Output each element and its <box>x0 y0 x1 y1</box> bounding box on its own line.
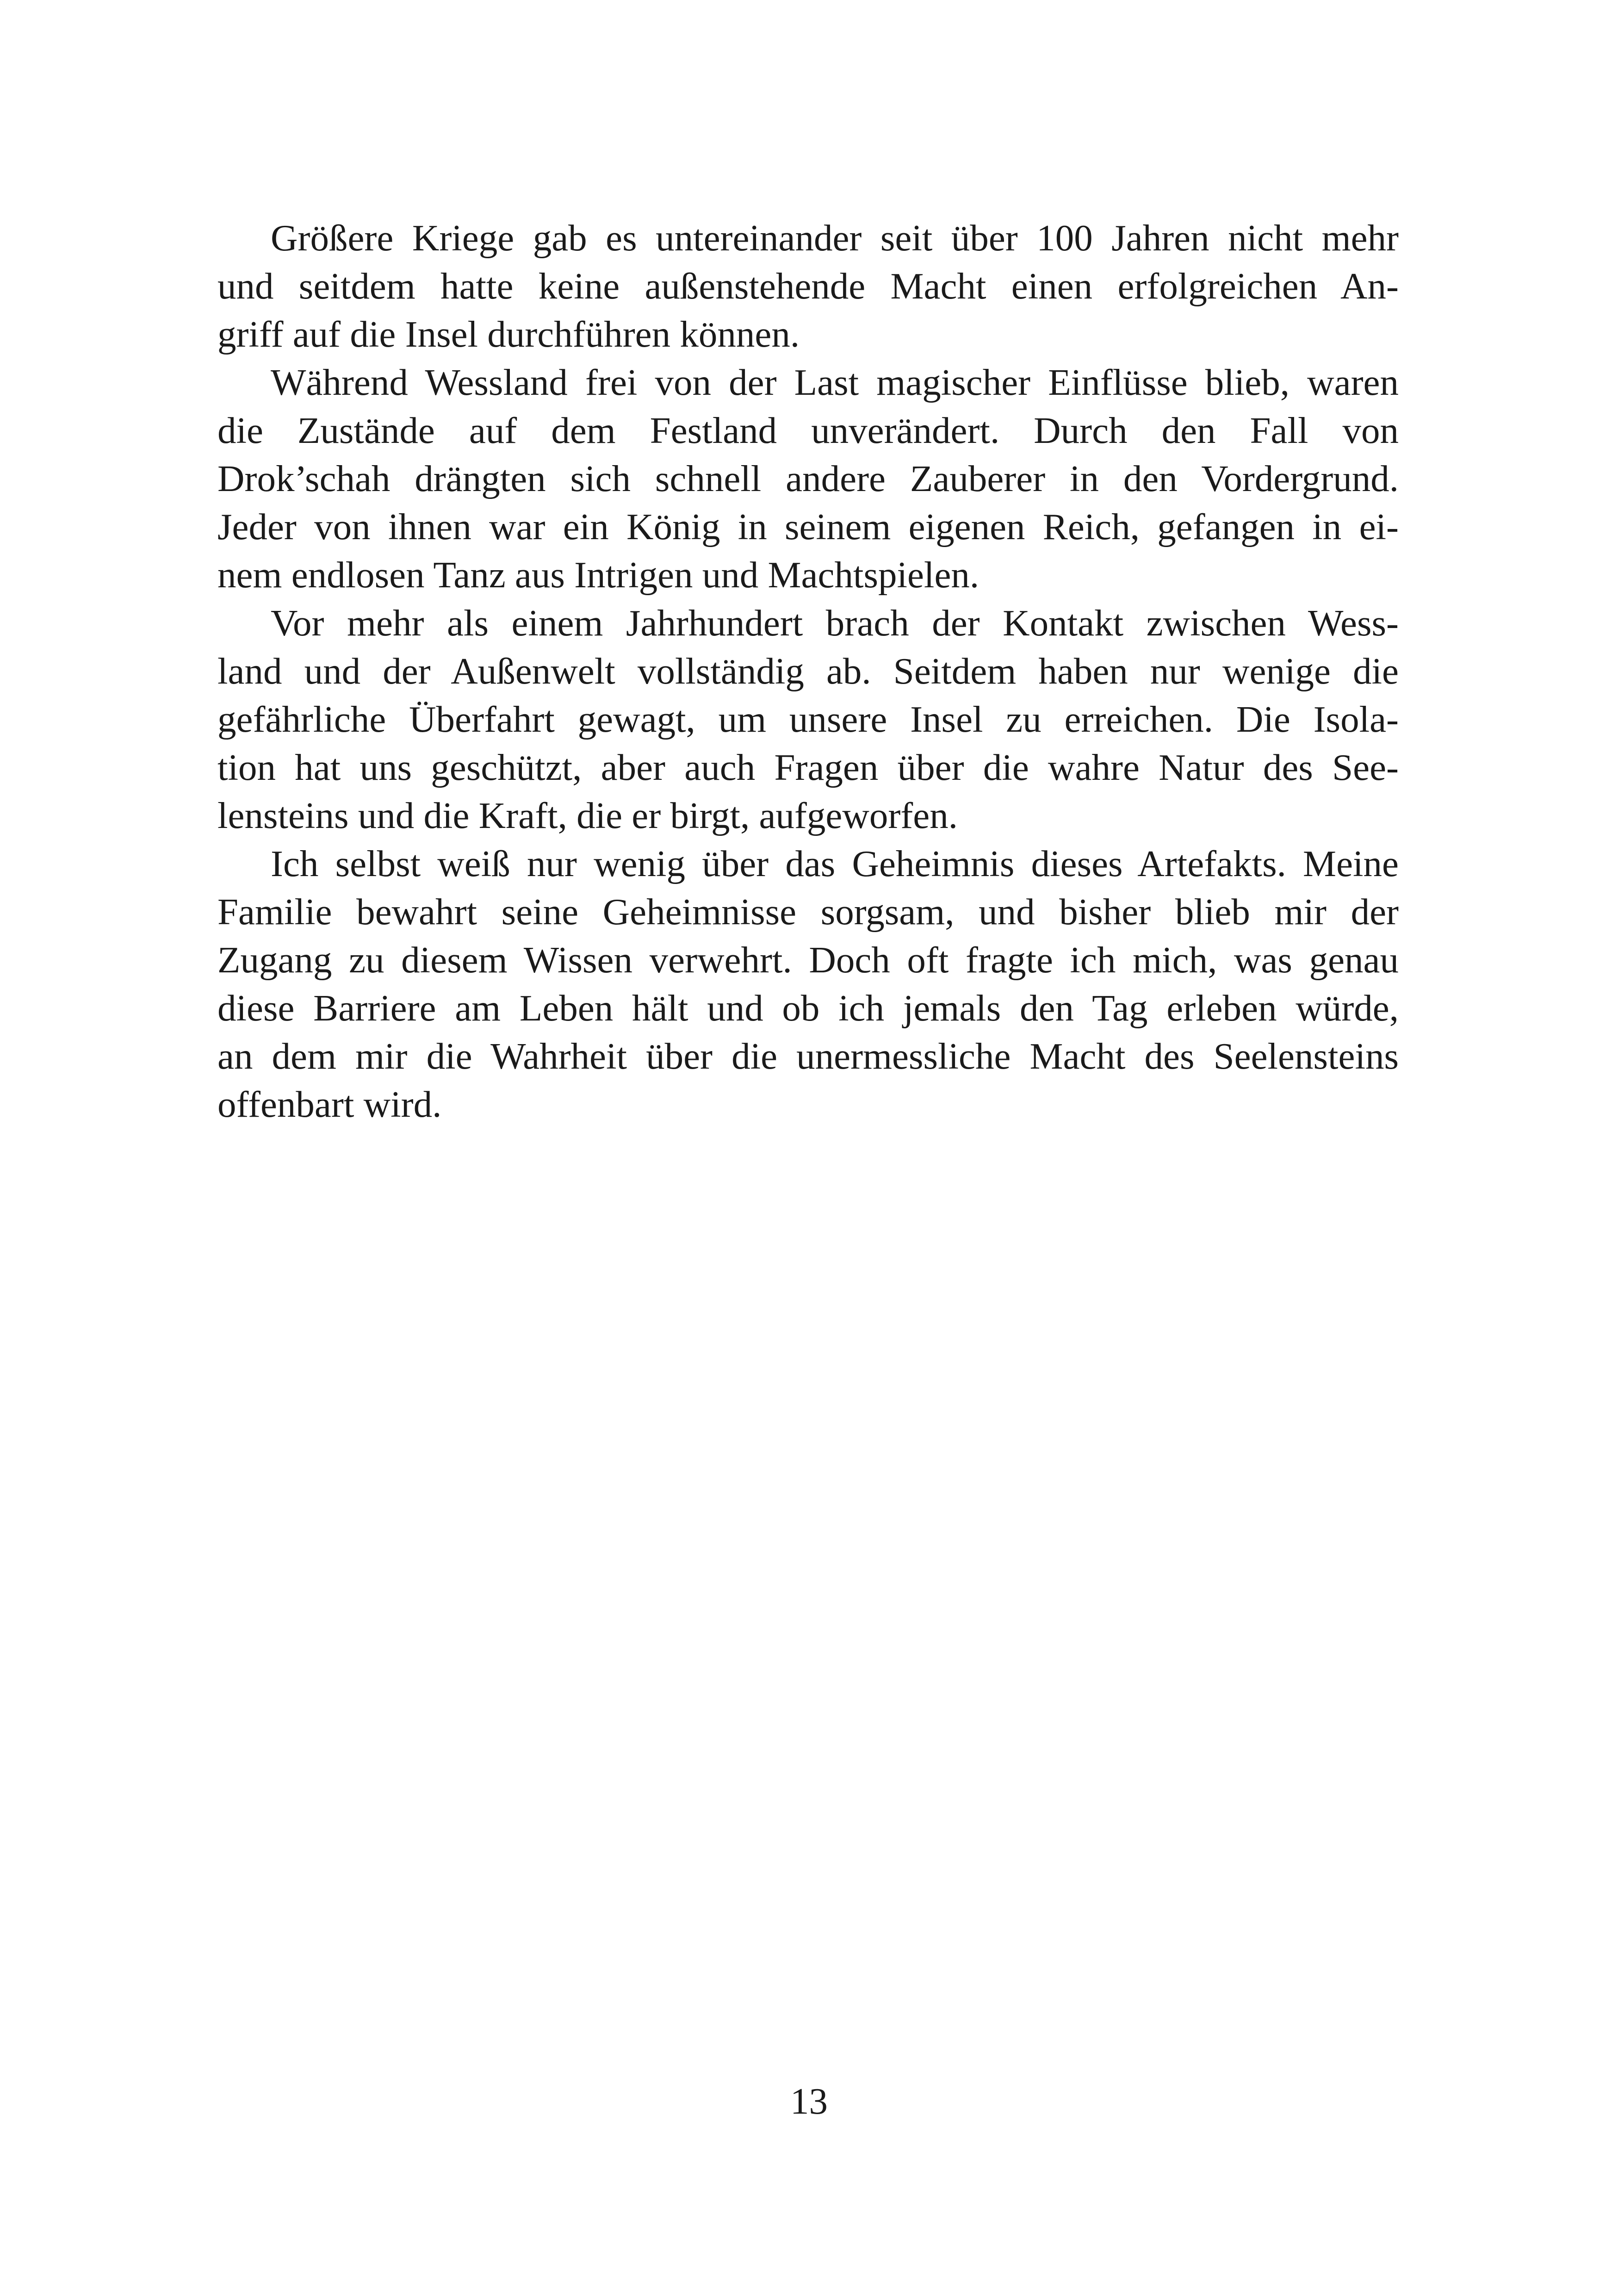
paragraph-2-line-4: Jeder von ihnen war ein König in seinem eigenen Reich, gefangen in ei- <box>217 506 1399 548</box>
paragraph-4-line-1: Ich selbst weiß nur wenig über das Geheimnis dieses Artefakts. Meine <box>271 843 1399 884</box>
paragraph-1-line-2: und seitdem hatte keine außenstehende Macht einen erfolgreichen An- <box>217 265 1399 307</box>
paragraph-2-line-2: die Zustände auf dem Festland unverändert. Durch den Fall von <box>217 410 1399 451</box>
paragraph-3-line-3: gefährliche Überfahrt gewagt, um unsere Insel zu erreichen. Die Isola- <box>217 698 1399 740</box>
paragraph-4-line-6: offenbart wird. <box>217 1083 442 1125</box>
page-number: 13 <box>790 2080 828 2122</box>
paragraph-3-line-2: land und der Außenwelt vollständig ab. Seitdem haben nur wenige die <box>217 650 1399 692</box>
paragraph-4-line-2: Familie bewahrt seine Geheimnisse sorgsam, und bisher blieb mir der <box>217 891 1399 933</box>
paragraph-1-line-1: Größere Kriege gab es untereinander seit über 100 Jahren nicht mehr <box>271 217 1399 259</box>
paragraph-4-line-4: diese Barriere am Leben hält und ob ich jemals den Tag erleben würde, <box>217 987 1399 1029</box>
paragraph-3-line-4: tion hat uns geschützt, aber auch Fragen über die wahre Natur des See- <box>217 747 1399 788</box>
paragraph-2-line-3: Drok’schah drängten sich schnell andere Zauberer in den Vordergrund. <box>217 458 1399 499</box>
paragraph-4-line-3: Zugang zu diesem Wissen verwehrt. Doch oft fragte ich mich, was genau <box>217 939 1399 981</box>
body-text <box>217 214 1399 1128</box>
paragraph-1-line-3: griff auf die Insel durchführen können. <box>217 313 800 355</box>
paragraph-4-line-5: an dem mir die Wahrheit über die unermessliche Macht des Seelensteins <box>217 1035 1399 1077</box>
paragraph-3-line-1: Vor mehr als einem Jahrhundert brach der Kontakt zwischen Wess- <box>271 602 1399 644</box>
paragraph-2-line-5: nem endlosen Tanz aus Intrigen und Machtspielen. <box>217 554 979 596</box>
paragraph-3-line-5: lensteins und die Kraft, die er birgt, aufgeworfen. <box>217 795 958 836</box>
paragraph-2-line-1: Während Wessland frei von der Last magischer Einflüsse blieb, waren <box>271 361 1399 403</box>
